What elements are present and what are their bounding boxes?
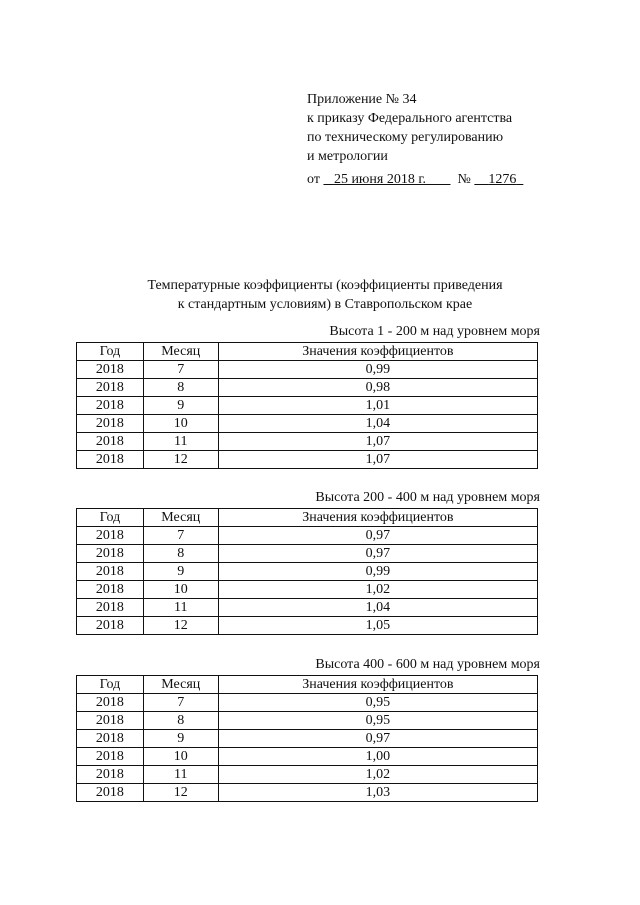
- table-header-row: [77, 676, 538, 694]
- cell-month: 8: [143, 712, 218, 730]
- cell-month: 7: [143, 694, 218, 712]
- order-number-value: 1276: [488, 172, 517, 187]
- cell-year: 2018: [77, 581, 144, 599]
- order-date-value: 25 июня 2018 г.: [333, 172, 426, 187]
- cell-value: 0,99: [218, 563, 537, 581]
- appendix-number: Приложение № 34: [307, 92, 417, 107]
- altitude-label: Высота 1 - 200 м над уровнем моря: [329, 324, 540, 339]
- appendix-agency-line-2: и метрологии: [307, 149, 388, 164]
- cell-value: 0,97: [218, 527, 537, 545]
- cell-year: 2018: [77, 748, 144, 766]
- table-row: [77, 451, 538, 469]
- cell-value: 1,07: [218, 451, 537, 469]
- coefficient-table: [76, 508, 538, 635]
- order-number: [474, 172, 523, 187]
- cell-month: 8: [143, 379, 218, 397]
- header-year: Год: [77, 343, 144, 361]
- cell-value: 1,05: [218, 617, 537, 635]
- cell-year: 2018: [77, 397, 144, 415]
- cell-year: 2018: [77, 563, 144, 581]
- order-date: [323, 172, 450, 187]
- table-row: [77, 433, 538, 451]
- altitude-label: Высота 400 - 600 м над уровнем моря: [315, 657, 540, 672]
- coefficient-table: [76, 342, 538, 469]
- table-row: [77, 617, 538, 635]
- cell-month: 12: [143, 451, 218, 469]
- cell-month: 12: [143, 784, 218, 802]
- cell-value: 0,95: [218, 712, 537, 730]
- cell-month: 11: [143, 433, 218, 451]
- cell-year: 2018: [77, 527, 144, 545]
- cell-year: 2018: [77, 379, 144, 397]
- appendix-agency-line: по техническому регулированию: [307, 130, 504, 145]
- table-row: [77, 599, 538, 617]
- table-row: [77, 397, 538, 415]
- cell-year: 2018: [77, 617, 144, 635]
- table-row: [77, 784, 538, 802]
- order-number-label: №: [457, 172, 471, 187]
- cell-value: 1,01: [218, 397, 537, 415]
- header-year: Год: [77, 676, 144, 694]
- appendix-order-ref: к приказу Федерального агентства: [307, 111, 513, 126]
- cell-month: 7: [143, 527, 218, 545]
- table-row: [77, 694, 538, 712]
- table-row: [77, 379, 538, 397]
- cell-year: 2018: [77, 784, 144, 802]
- cell-year: 2018: [77, 433, 144, 451]
- cell-month: 10: [143, 581, 218, 599]
- cell-month: 11: [143, 599, 218, 617]
- cell-value: 1,00: [218, 748, 537, 766]
- cell-month: 7: [143, 361, 218, 379]
- table-row: [77, 748, 538, 766]
- altitude-label: Высота 200 - 400 м над уровнем моря: [315, 490, 540, 505]
- cell-year: 2018: [77, 730, 144, 748]
- title-line-2: к стандартным условиям) в Ставропольском крае: [177, 297, 473, 312]
- header-month: Месяц: [143, 509, 218, 527]
- cell-value: 1,04: [218, 599, 537, 617]
- cell-year: 2018: [77, 415, 144, 433]
- cell-month: 10: [143, 415, 218, 433]
- cell-value: 0,97: [218, 545, 537, 563]
- cell-value: 1,02: [218, 581, 537, 599]
- table-row: [77, 563, 538, 581]
- header-value: Значения коэффициентов: [218, 676, 537, 694]
- cell-month: 12: [143, 617, 218, 635]
- table-row: [77, 730, 538, 748]
- header-year: Год: [77, 509, 144, 527]
- cell-month: 9: [143, 730, 218, 748]
- table-row: [77, 766, 538, 784]
- cell-value: 0,97: [218, 730, 537, 748]
- cell-year: 2018: [77, 694, 144, 712]
- cell-month: 9: [143, 563, 218, 581]
- cell-month: 9: [143, 397, 218, 415]
- table-header-row: [77, 509, 538, 527]
- document-title: [0, 276, 640, 314]
- table-row: [77, 712, 538, 730]
- header-value: Значения коэффициентов: [218, 343, 537, 361]
- header-value: Значения коэффициентов: [218, 509, 537, 527]
- appendix-block: [307, 90, 523, 189]
- order-date-number-line: [307, 170, 523, 189]
- table-row: [77, 527, 538, 545]
- cell-value: 0,95: [218, 694, 537, 712]
- cell-year: 2018: [77, 599, 144, 617]
- table-row: [77, 361, 538, 379]
- table-row: [77, 415, 538, 433]
- cell-year: 2018: [77, 712, 144, 730]
- cell-month: 8: [143, 545, 218, 563]
- cell-value: 1,02: [218, 766, 537, 784]
- cell-year: 2018: [77, 766, 144, 784]
- cell-year: 2018: [77, 451, 144, 469]
- table-header-row: [77, 343, 538, 361]
- cell-value: 1,03: [218, 784, 537, 802]
- cell-value: 1,07: [218, 433, 537, 451]
- table-row: [77, 581, 538, 599]
- cell-month: 10: [143, 748, 218, 766]
- cell-value: 0,98: [218, 379, 537, 397]
- coefficient-table: [76, 675, 538, 802]
- header-month: Месяц: [143, 343, 218, 361]
- title-line-1: Температурные коэффициенты (коэффициенты приведения: [147, 278, 503, 293]
- cell-value: 1,04: [218, 415, 537, 433]
- cell-value: 0,99: [218, 361, 537, 379]
- order-from-label: от: [307, 172, 320, 187]
- header-month: Месяц: [143, 676, 218, 694]
- cell-year: 2018: [77, 361, 144, 379]
- table-row: [77, 545, 538, 563]
- cell-month: 11: [143, 766, 218, 784]
- cell-year: 2018: [77, 545, 144, 563]
